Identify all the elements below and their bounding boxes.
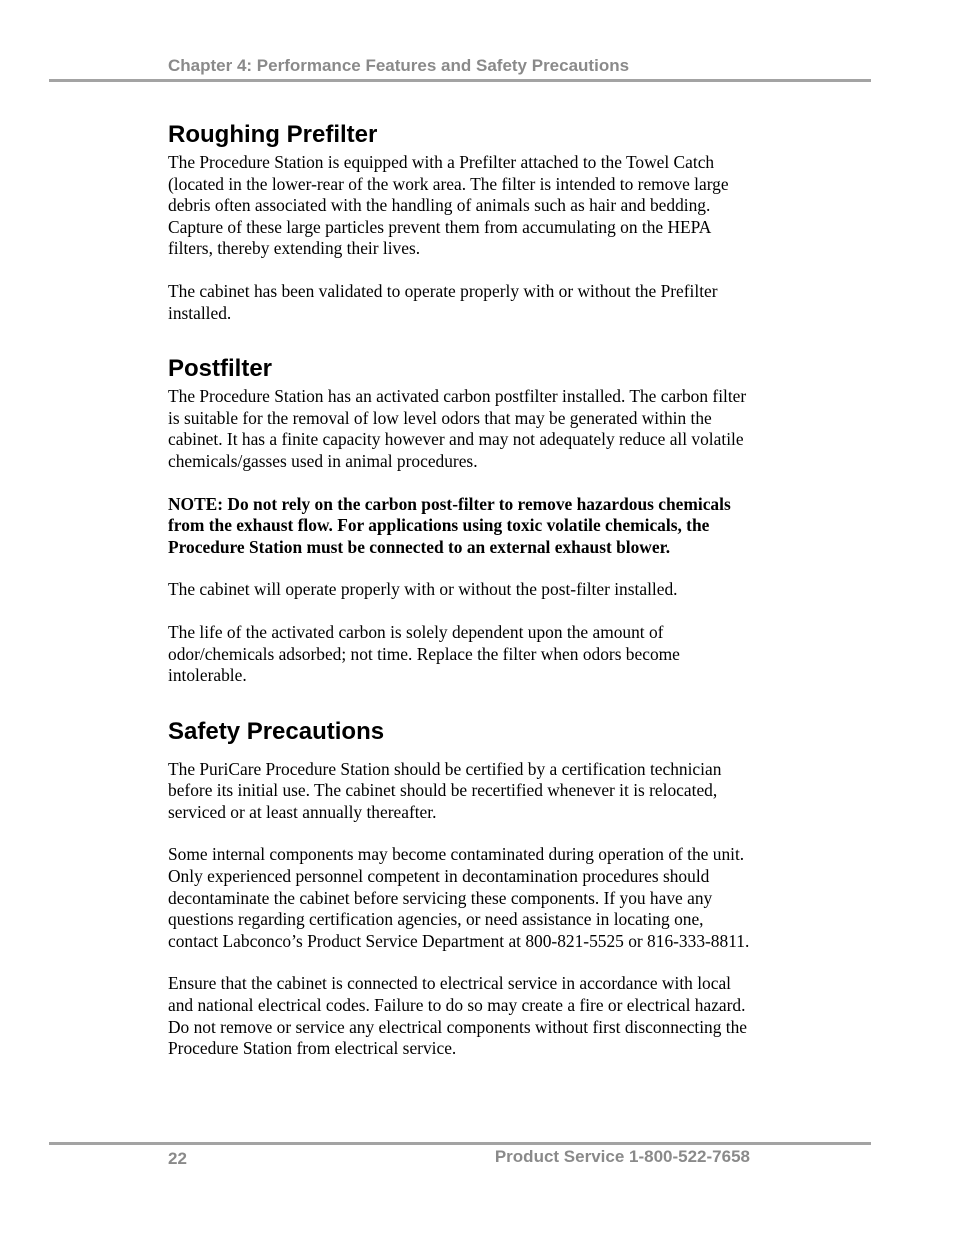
body-paragraph: Ensure that the cabinet is connected to electrical service in accordance with local and national electrical codes. Failure to do so may create a fire or electrical hazard. Do not remove or service any electrical components without first disconnecting the Procedure Station from electrical service. bbox=[168, 973, 748, 1059]
body-paragraph: The cabinet will operate properly with or without the post-filter installed. bbox=[168, 579, 678, 600]
body-paragraph: The Procedure Station has an activated carbon postfilter installed. The carbon filter is suitable for the removal of low level odors that may be generated within the cabinet. It has a finite capacity however and may not adequately reduce all volatile chemicals/gasses used in animal procedures. bbox=[168, 386, 747, 471]
section-heading-roughing-prefilter: Roughing Prefilter bbox=[168, 121, 378, 148]
page-body bbox=[168, 118, 758, 1060]
body-paragraph: The Procedure Station is equipped with a Prefilter attached to the Towel Catch (located in the lower-rear of the work area. The filter is intended to remove large debris often associated with the handling of animals such as hair and bedding. Capture of these large particles prevent them from accumulating on the HEPA filters, thereby extending their lives. bbox=[168, 152, 729, 259]
header-rule bbox=[49, 79, 871, 82]
body-paragraph: Some internal components may become contaminated during operation of the unit. Only experienced personnel competent in decontamination procedures should decontaminate the cabinet before servicing these components. If you have any questions regarding certification agencies, or need assistance in locating one, contact Labconco’s Product Service Department at 800-821-5525 or 816-333-8811. bbox=[168, 844, 750, 951]
product-service-contact: Product Service 1-800-522-7658 bbox=[494, 1147, 750, 1166]
body-paragraph: The life of the activated carbon is solely dependent upon the amount of odor/chemicals adsorbed; not time. Replace the filter when odors become intolerable. bbox=[168, 621, 680, 686]
section-heading-postfilter: Postfilter bbox=[168, 355, 273, 383]
footer-rule bbox=[49, 1142, 871, 1145]
running-header: Chapter 4: Performance Features and Safety Precautions bbox=[168, 56, 630, 75]
body-paragraph: The PuriCare Procedure Station should be certified by a certification technician before its initial use. The cabinet should be recertified whenever it is relocated, serviced or at least annually thereafter. bbox=[168, 758, 722, 822]
note-paragraph: NOTE: Do not rely on the carbon post-filter to remove hazardous chemicals from the exhaust flow. For applications using toxic volatile chemicals, the Procedure Station must be connected to an external exhaust blower. bbox=[168, 493, 731, 557]
page-number: 22 bbox=[168, 1149, 187, 1168]
body-paragraph: The cabinet has been validated to operate properly with or without the Prefilter installed. bbox=[168, 280, 718, 323]
section-heading-safety-precautions: Safety Precautions bbox=[168, 717, 385, 745]
